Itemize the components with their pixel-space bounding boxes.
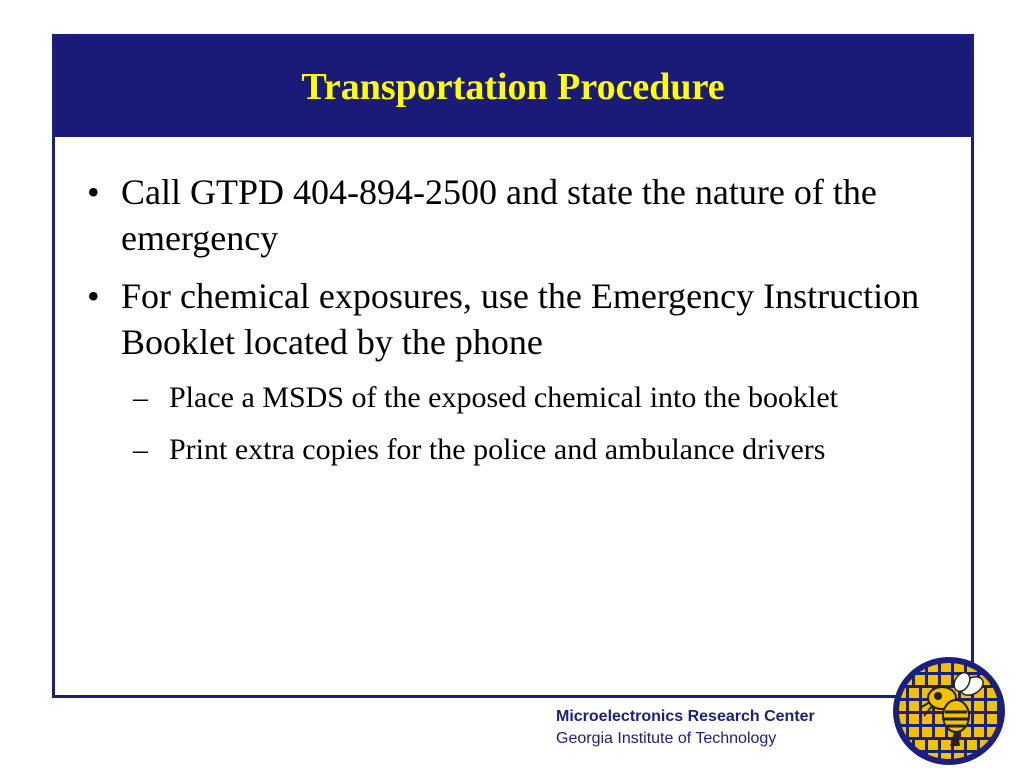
sub-bullet-marker: – bbox=[133, 381, 148, 414]
footer-institution: Georgia Institute of Technology bbox=[556, 730, 777, 747]
bullet-text: For chemical exposures, use the Emergency Instruction Booklet located by the phone bbox=[121, 276, 920, 362]
slide-body bbox=[55, 137, 971, 695]
slide-title: Transportation Procedure bbox=[301, 66, 725, 108]
bullet-text: Call GTPD 404-894-2500 and state the nature of the emergency bbox=[121, 172, 877, 258]
yellow-jacket-mascot-icon bbox=[890, 656, 1008, 766]
sub-bullet-text: Place a MSDS of the exposed chemical into the booklet bbox=[169, 381, 839, 414]
bullet-marker: • bbox=[87, 172, 100, 212]
bullet-item bbox=[83, 273, 941, 365]
sub-bullet-marker: – bbox=[133, 433, 148, 466]
title-bar bbox=[55, 37, 971, 137]
bullet-item bbox=[83, 169, 941, 261]
sub-bullet-text: Print extra copies for the police and ambulance drivers bbox=[169, 433, 826, 466]
slide-frame bbox=[52, 34, 974, 698]
sub-bullet-item bbox=[83, 377, 941, 419]
footer bbox=[556, 706, 815, 750]
sub-bullet-item bbox=[83, 429, 941, 471]
footer-organization: Microelectronics Research Center bbox=[556, 708, 815, 725]
bullet-marker: • bbox=[87, 276, 100, 316]
